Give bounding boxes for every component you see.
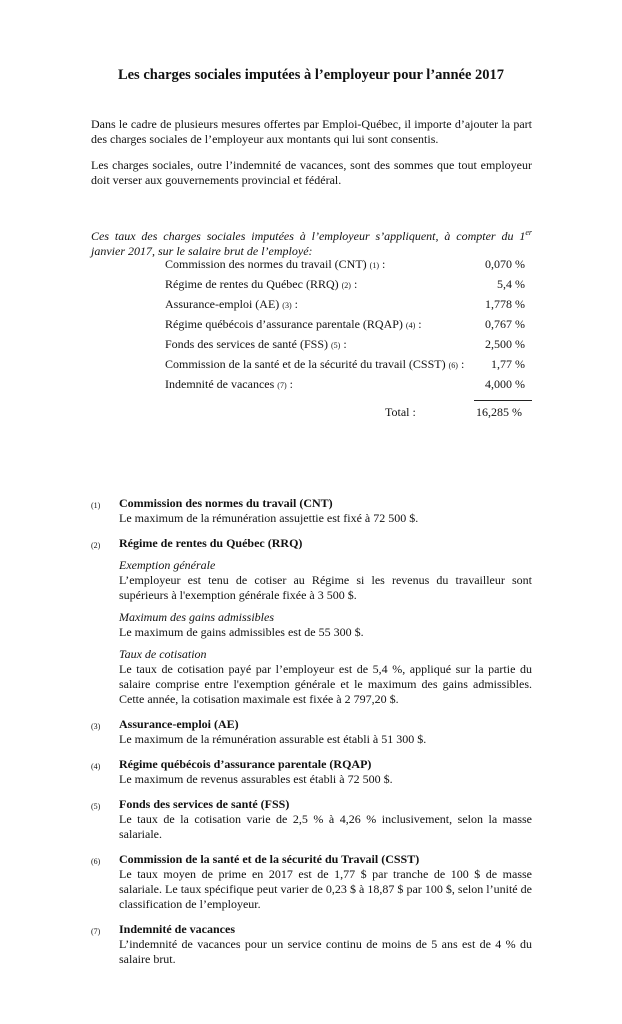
- footnote-subheading: Taux de cotisation: [119, 647, 207, 661]
- rate-value: 1,77 %: [491, 357, 525, 371]
- footnote-heading: Fonds des services de santé (FSS): [119, 797, 290, 811]
- footnote-subheading: Exemption générale: [119, 558, 216, 572]
- rate-row-rrq: [165, 276, 525, 296]
- rate-row-vacances: [165, 376, 525, 396]
- footnote-number: (3): [91, 722, 101, 731]
- footnotes: [0, 496, 622, 977]
- document-title: Les charges sociales imputées à l’employeur pour l’année 2017: [117, 67, 505, 83]
- rate-value: 5,4 %: [497, 277, 525, 291]
- footnote-heading: Indemnité de vacances: [119, 922, 235, 936]
- footnote-1: [0, 496, 622, 526]
- footnote-6: [0, 852, 622, 912]
- footnote-4: [0, 757, 622, 787]
- footnote-number: (5): [91, 802, 101, 811]
- footnote-heading: Commission de la santé et de la sécurité du Travail (CSST): [119, 852, 420, 866]
- footnote-heading: Commission des normes du travail (CNT): [119, 496, 333, 510]
- footnote-text: Le maximum de la rémunération assujettie est fixé à 72 500 $.: [119, 511, 419, 525]
- rate-row-rqap: [165, 316, 525, 336]
- footnote-heading: Régime québécois d’assurance parentale (RQAP): [119, 757, 372, 771]
- footnote-ref: (3): [282, 301, 292, 310]
- rate-label: Assurance-emploi (AE) (3) :: [165, 297, 298, 311]
- footnote-number: (1): [91, 501, 101, 510]
- rates-intro-before: Ces taux des charges sociales imputées à l’employeur s’appliquent, à compter du 1: [91, 229, 526, 243]
- footnote-heading: Assurance-emploi (AE): [119, 717, 239, 731]
- footnote-heading: Régime de rentes du Québec (RRQ): [119, 536, 303, 550]
- rate-value: 0,070 %: [485, 257, 525, 271]
- rate-row-ae: [165, 296, 525, 316]
- footnote-text: Le maximum de la rémunération assurable est établi à 51 300 $.: [119, 732, 427, 746]
- rates-intro-after: janvier 2017, sur le salaire brut de l’employé:: [91, 244, 313, 258]
- footnote-ref: (4): [405, 321, 416, 330]
- rate-value: 2,500 %: [485, 337, 525, 351]
- footnote-text: Le taux de la cotisation varie de 2,5 % à 4,26 % inclusivement, selon la masse salariale.: [119, 812, 532, 841]
- footnote-number: (2): [91, 541, 101, 550]
- rate-label: Fonds des services de santé (FSS) (5) :: [165, 337, 347, 351]
- rates-table: [165, 256, 525, 396]
- footnote-ref: (1): [369, 261, 379, 270]
- rate-value: 4,000 %: [485, 377, 525, 391]
- footnote-7: [0, 922, 622, 967]
- intro-paragraph-2: Les charges sociales, outre l’indemnité de vacances, sont des sommes que tout employeur doit verser aux gouvernements provincial et fédéral.: [91, 158, 532, 187]
- footnote-2: [0, 536, 622, 707]
- total-value: 16,285 %: [476, 405, 522, 419]
- rate-row-csst: [165, 356, 525, 376]
- rates-intro: [91, 229, 532, 259]
- footnote-text: L’employeur est tenu de cotiser au Régime si les revenus du travailleur sont supérieurs à l'exemption générale fixée à 3 500 $.: [119, 573, 532, 602]
- rate-label: Indemnité de vacances (7) :: [165, 377, 293, 391]
- footnote-ref: (2): [341, 281, 351, 290]
- footnote-ref: (7): [277, 381, 287, 390]
- rate-label: Régime de rentes du Québec (RRQ) (2) :: [165, 277, 358, 291]
- footnote-number: (4): [91, 762, 101, 771]
- footnote-number: (7): [91, 927, 101, 936]
- rate-value: 1,778 %: [485, 297, 525, 311]
- footnote-ref: (6): [448, 361, 458, 370]
- footnote-subheading: Maximum des gains admissibles: [119, 610, 274, 624]
- rate-row-fss: [165, 336, 525, 356]
- rate-row-cnt: [165, 256, 525, 276]
- footnote-text: Le taux de cotisation payé par l’employeur est de 5,4 %, appliqué sur la partie du salaire comprise entre l'exemption générale et le maximum des gains admissibles. Cette année, la cotisation maximale est fixée à 2 797,20 $.: [119, 662, 532, 706]
- total-divider: [474, 400, 532, 401]
- footnote-text: Le maximum de gains admissibles est de 55 300 $.: [119, 625, 364, 639]
- intro-paragraph-1: Dans le cadre de plusieurs mesures offertes par Emploi-Québec, il importe d’ajouter la part des charges sociales de l’employeur aux montants qui lui sont consentis.: [91, 117, 532, 146]
- rate-label: Commission des normes du travail (CNT) (1) :: [165, 257, 386, 271]
- footnote-text: L’indemnité de vacances pour un service continu de moins de 5 ans est de 4 % du salaire brut.: [119, 937, 532, 966]
- footnote-text: Le taux moyen de prime en 2017 est de 1,77 $ par tranche de 100 $ de masse salariale. Le taux spécifique peut varier de 0,23 $ à 18,87 $ par 100 $, selon l’unité de classification de l’employeur.: [119, 867, 532, 911]
- footnote-5: [0, 797, 622, 842]
- footnote-text: Le maximum de revenus assurables est établi à 72 500 $.: [119, 772, 393, 786]
- footnote-3: [0, 717, 622, 747]
- rate-label: Régime québécois d’assurance parentale (RQAP) (4) :: [165, 317, 422, 331]
- total-label: Total :: [385, 405, 416, 419]
- rate-label: Commission de la santé et de la sécurité du travail (CSST) (6) :: [165, 357, 465, 371]
- rate-value: 0,767 %: [485, 317, 525, 331]
- footnote-number: (6): [91, 857, 101, 866]
- rates-intro-superscript: er: [525, 228, 532, 237]
- footnote-ref: (5): [330, 341, 341, 350]
